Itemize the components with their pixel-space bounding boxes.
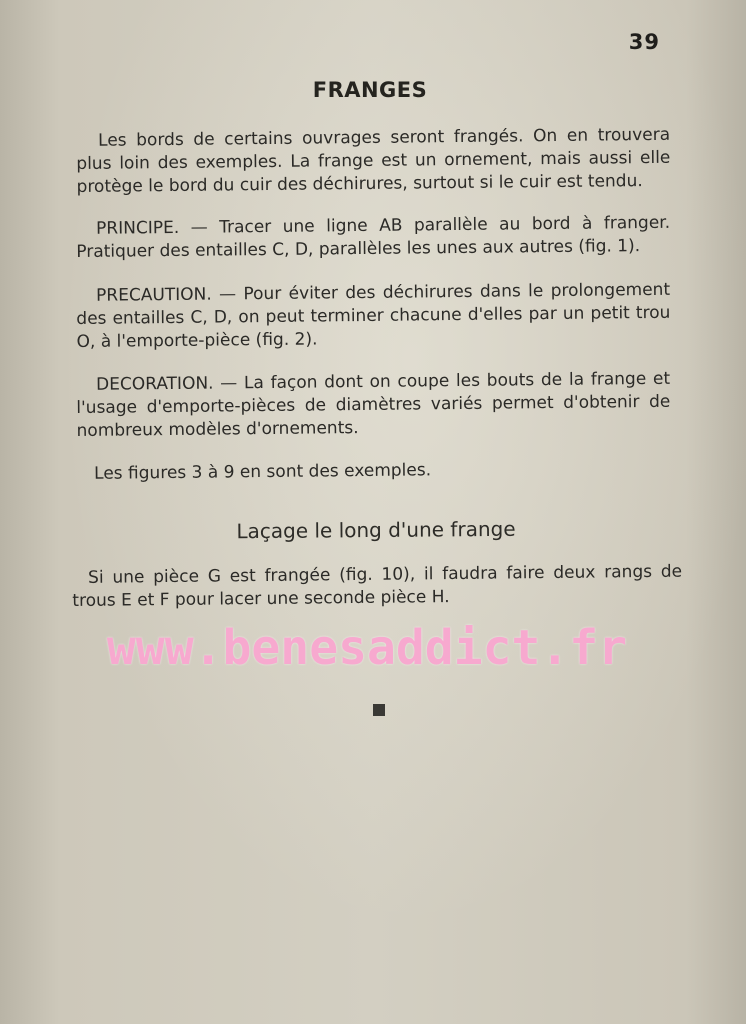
- paragraph-precaution: PRECAUTION. — Pour éviter des déchirures dans le prolongement des entailles C, D, on peut terminer chacune d'elles par un petit trou O, à l'emporte-pièce (fig. 2).: [76, 279, 671, 352]
- end-square-mark: [373, 704, 385, 716]
- watermark-text: www.benesaddict.fr: [106, 620, 628, 676]
- paragraph-lacage: Si une pièce G est frangée (fig. 10), il faudra faire deux rangs de trous E et F pour lacer une seconde pièce H.: [72, 561, 683, 611]
- paragraph-figures: Les figures 3 à 9 en sont des exemples.: [94, 460, 432, 484]
- page-title: FRANGES: [312, 78, 428, 102]
- paragraph-intro: Les bords de certains ouvrages seront frangés. On en trouvera plus loin des exemples. La frange est un ornement, mais aussi elle protège le bord du cuir des déchirures, surtout si le cuir est tendu.: [76, 124, 671, 197]
- section-subtitle: Laçage le long d'une frange: [236, 516, 516, 544]
- paragraph-decoration: DECORATION. — La façon dont on coupe les bouts de la frange et l'usage d'emporte-pièces de diamètres variés permet d'obtenir de nombreux modèles d'ornements.: [76, 368, 671, 441]
- paragraph-principe: PRINCIPE. — Tracer une ligne AB parallèle au bord à franger. Pratiquer des entailles C, D, parallèles les unes aux autres (fig. 1).: [76, 212, 671, 262]
- page-number: 39: [628, 30, 660, 54]
